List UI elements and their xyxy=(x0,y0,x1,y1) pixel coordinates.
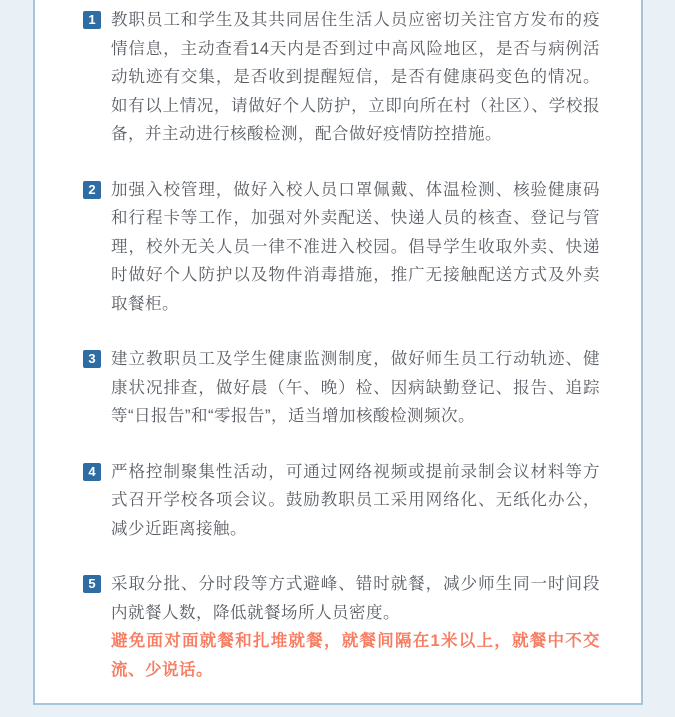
list-item xyxy=(83,458,600,544)
item-text: 建立教职员工及学生健康监测制度，做好师生员工行动轨迹、健康状况排查，做好晨（午、晚）检、因病缺勤登记、报告、追踪等“日报告”和“零报告”，适当增加核酸检测频次。 xyxy=(111,350,600,425)
list-item xyxy=(83,176,600,319)
notice-card xyxy=(33,0,643,705)
item-text: 严格控制聚集性活动，可通过网络视频或提前录制会议材料等方式召开学校各项会议。鼓励教职员工采用网络化、无纸化办公，减少近距离接触。 xyxy=(111,462,600,538)
item-body xyxy=(111,570,600,684)
item-text: 采取分批、分时段等方式避峰、错时就餐，减少师生同一时间段内就餐人数，降低就餐场所人员密度。 xyxy=(111,575,600,622)
item-text: 加强入校管理，做好入校人员口罩佩戴、体温检测、核验健康码和行程卡等工作，加强对外卖配送、快递人员的核查、登记与管理，校外无关人员一律不准进入校园。倡导学生收取外卖、快递时做好个人防护以及物件消毒措施，推广无接触配送方式及外卖取餐柜。 xyxy=(111,180,600,313)
item-text: 教职员工和学生及其共同居住生活人员应密切关注官方发布的疫情信息，主动查看14天内是否到过中高风险地区，是否与病例活动轨迹有交集，是否收到提醒短信，是否有健康码变色的情况。如有以上情况，请做好个人防护，立即向所在村（社区）、学校报备，并主动进行核酸检测，配合做好疫情防控措施。 xyxy=(111,11,600,143)
item-body xyxy=(111,458,600,544)
item-body xyxy=(111,345,600,431)
item-highlight-text: 避免面对面就餐和扎堆就餐，就餐间隔在1米以上，就餐中不交流、少说话。 xyxy=(111,632,600,679)
item-number-badge: 2 xyxy=(83,181,101,199)
list-item xyxy=(83,6,600,149)
item-number-badge: 5 xyxy=(83,575,101,593)
item-number-badge: 1 xyxy=(83,11,101,29)
list-item xyxy=(83,345,600,431)
item-number-badge: 4 xyxy=(83,463,101,481)
item-body xyxy=(111,176,600,319)
item-number-badge: 3 xyxy=(83,350,101,368)
item-body xyxy=(111,6,600,149)
list-item xyxy=(83,570,600,684)
